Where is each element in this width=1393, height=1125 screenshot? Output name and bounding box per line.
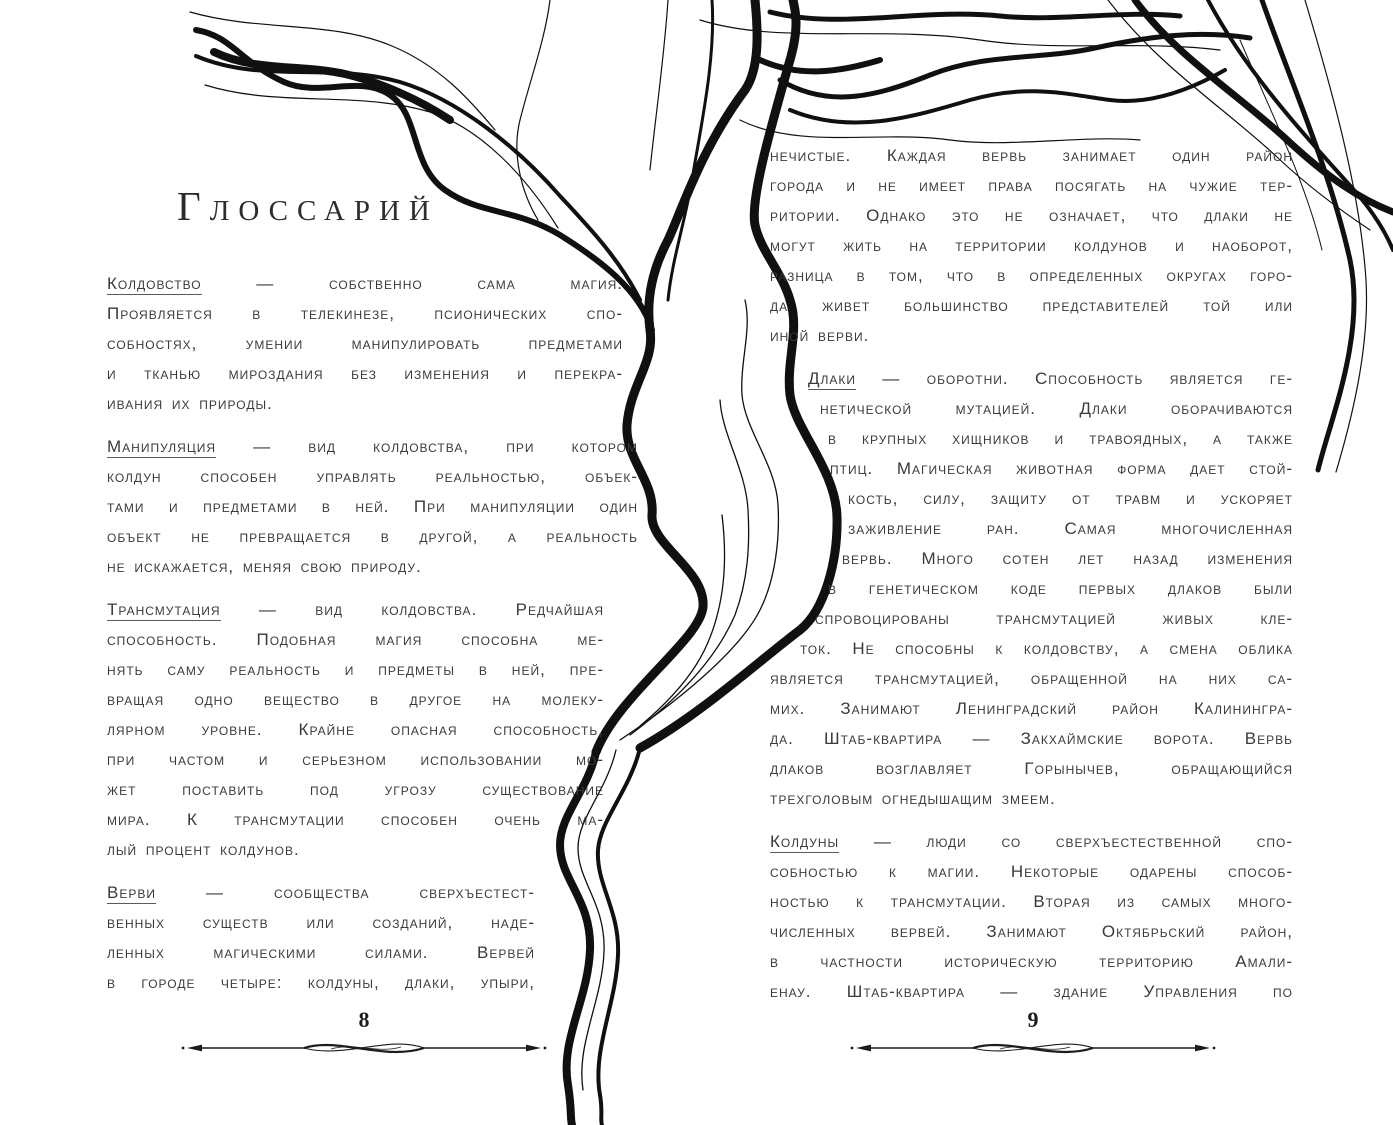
glossary-term: Длаки: [808, 369, 857, 388]
text-line: длаков возглавляет Горынычев, обращающийся: [770, 759, 1293, 778]
text-line: Проявляется в телекинезе, псионических спо-: [107, 304, 623, 323]
glossary-entry: [107, 432, 638, 582]
text-line: трехголовым огнедышащим змеем.: [770, 789, 1056, 808]
text-line: лярном уровне. Крайне опасная способность,: [107, 720, 604, 739]
glossary-entry: [107, 595, 604, 865]
text-line: вервь. Много сотен лет назад изменения: [842, 549, 1293, 568]
text-line: могут жить на территории колдунов и наоборот,: [770, 236, 1293, 255]
text-line: нять саму реальность и предметы в ней, пре-: [107, 660, 604, 679]
text-line: ностью к трансмутации. Вторая из самых много-: [770, 892, 1293, 911]
text-line: в частности историческую территорию Амали-: [770, 952, 1293, 971]
footer-divider-flourish: [848, 1035, 1218, 1061]
text-line: Колдовство — собственно сама магия.: [107, 274, 623, 293]
glossary-entry: [770, 827, 1293, 1007]
glossary-entry: [107, 269, 623, 419]
page-title: Глоссарий: [177, 183, 439, 229]
glossary-term: Верви: [107, 883, 156, 902]
text-line: спровоцированы трансмутацией живых кле-: [815, 609, 1293, 628]
text-line: да. Штаб-квартира — Закхаймские ворота. Вервь: [770, 729, 1293, 748]
text-line: объект не превращается в другой, а реальность: [107, 527, 638, 546]
text-line: жет поставить под угрозу существование: [107, 780, 604, 799]
text-line: мира. К трансмутации способен очень ма-: [107, 810, 604, 829]
text-line: в городе четыре: колдуны, длаки, упыри,: [107, 973, 535, 992]
text-line: вращая одно вещество в другое на молеку-: [107, 690, 604, 709]
left-page: [107, 183, 638, 1011]
text-line: Трансмутация — вид колдовства. Редчайшая: [107, 600, 604, 619]
text-line: нечистые. Каждая вервь занимает один район: [770, 146, 1293, 165]
text-line: мих. Занимают Ленинградский район Калинингра-: [770, 699, 1293, 718]
text-line: птиц. Магическая животная форма дает стой-: [830, 459, 1293, 478]
glossary-paragraph: [770, 141, 1293, 351]
right-page-text: [770, 141, 1293, 1007]
text-line: собностью к магии. Некоторые одарены способ-: [770, 862, 1293, 881]
text-line: кость, силу, защиту от травм и ускоряет: [848, 489, 1293, 508]
text-line: венных существ или созданий, наде-: [107, 913, 535, 932]
glossary-term: Манипуляция: [107, 437, 217, 456]
text-line: при частом и серьезном использовании мо-: [107, 750, 604, 769]
text-line: ритории. Однако это не означает, что длаки не: [770, 206, 1293, 225]
right-page-footer: [848, 1008, 1218, 1066]
footer-divider-flourish: [179, 1035, 549, 1061]
text-line: Колдуны — люди со сверхъестественной спо-: [770, 832, 1293, 851]
text-line: в крупных хищников и травоядных, а также: [828, 429, 1293, 448]
right-page: [770, 141, 1293, 1020]
text-line: колдун способен управлять реальностью, объек-: [107, 467, 638, 486]
text-line: Верви — сообщества сверхъестест-: [107, 883, 535, 902]
text-line: ленных магическими силами. Вервей: [107, 943, 535, 962]
text-line: и тканью мироздания без изменения и перекра-: [107, 364, 623, 383]
text-line: ивания их природы.: [107, 394, 273, 413]
text-line: не искажается, меняя свою природу.: [107, 557, 422, 576]
text-line: иной верви.: [770, 326, 870, 345]
glossary-term: Колдуны: [770, 832, 840, 851]
glossary-term: Колдовство: [107, 274, 202, 293]
page-number-left: 8: [358, 1007, 370, 1032]
left-page-text: [107, 269, 638, 998]
text-line: города и не имеет права посягать на чужие тер-: [770, 176, 1293, 195]
text-line: является трансмутацией, обращенной на них са-: [770, 669, 1293, 688]
text-line: тами и предметами в ней. При манипуляции один: [107, 497, 638, 516]
text-line: Длаки — оборотни. Способность является ге-: [808, 369, 1293, 388]
text-line: собностях, умении манипулировать предметами: [107, 334, 623, 353]
left-page-footer: [179, 1008, 549, 1066]
text-line: лый процент колдунов.: [107, 840, 300, 859]
text-line: в генетическом коде первых длаков были: [828, 579, 1293, 598]
text-line: численных вервей. Занимают Октябрьский район,: [770, 922, 1293, 941]
text-line: ток. Не способны к колдовству, а смена облика: [800, 639, 1293, 658]
page-number-right: 9: [1027, 1007, 1039, 1032]
text-line: енау. Штаб-квартира — здание Управления по: [770, 982, 1293, 1001]
text-line: способность. Подобная магия способна ме-: [107, 630, 604, 649]
glossary-entry: [770, 364, 1293, 814]
text-line: Манипуляция — вид колдовства, при котором: [107, 437, 638, 456]
text-line: нетической мутацией. Длаки оборачиваются: [820, 399, 1293, 418]
text-line: разница в том, что в определенных округах горо-: [770, 266, 1293, 285]
glossary-term: Трансмутация: [107, 600, 221, 619]
glossary-entry: [107, 878, 535, 998]
text-line: заживление ран. Самая многочисленная: [848, 519, 1293, 538]
text-line: да живет большинство представителей той или: [770, 296, 1293, 315]
